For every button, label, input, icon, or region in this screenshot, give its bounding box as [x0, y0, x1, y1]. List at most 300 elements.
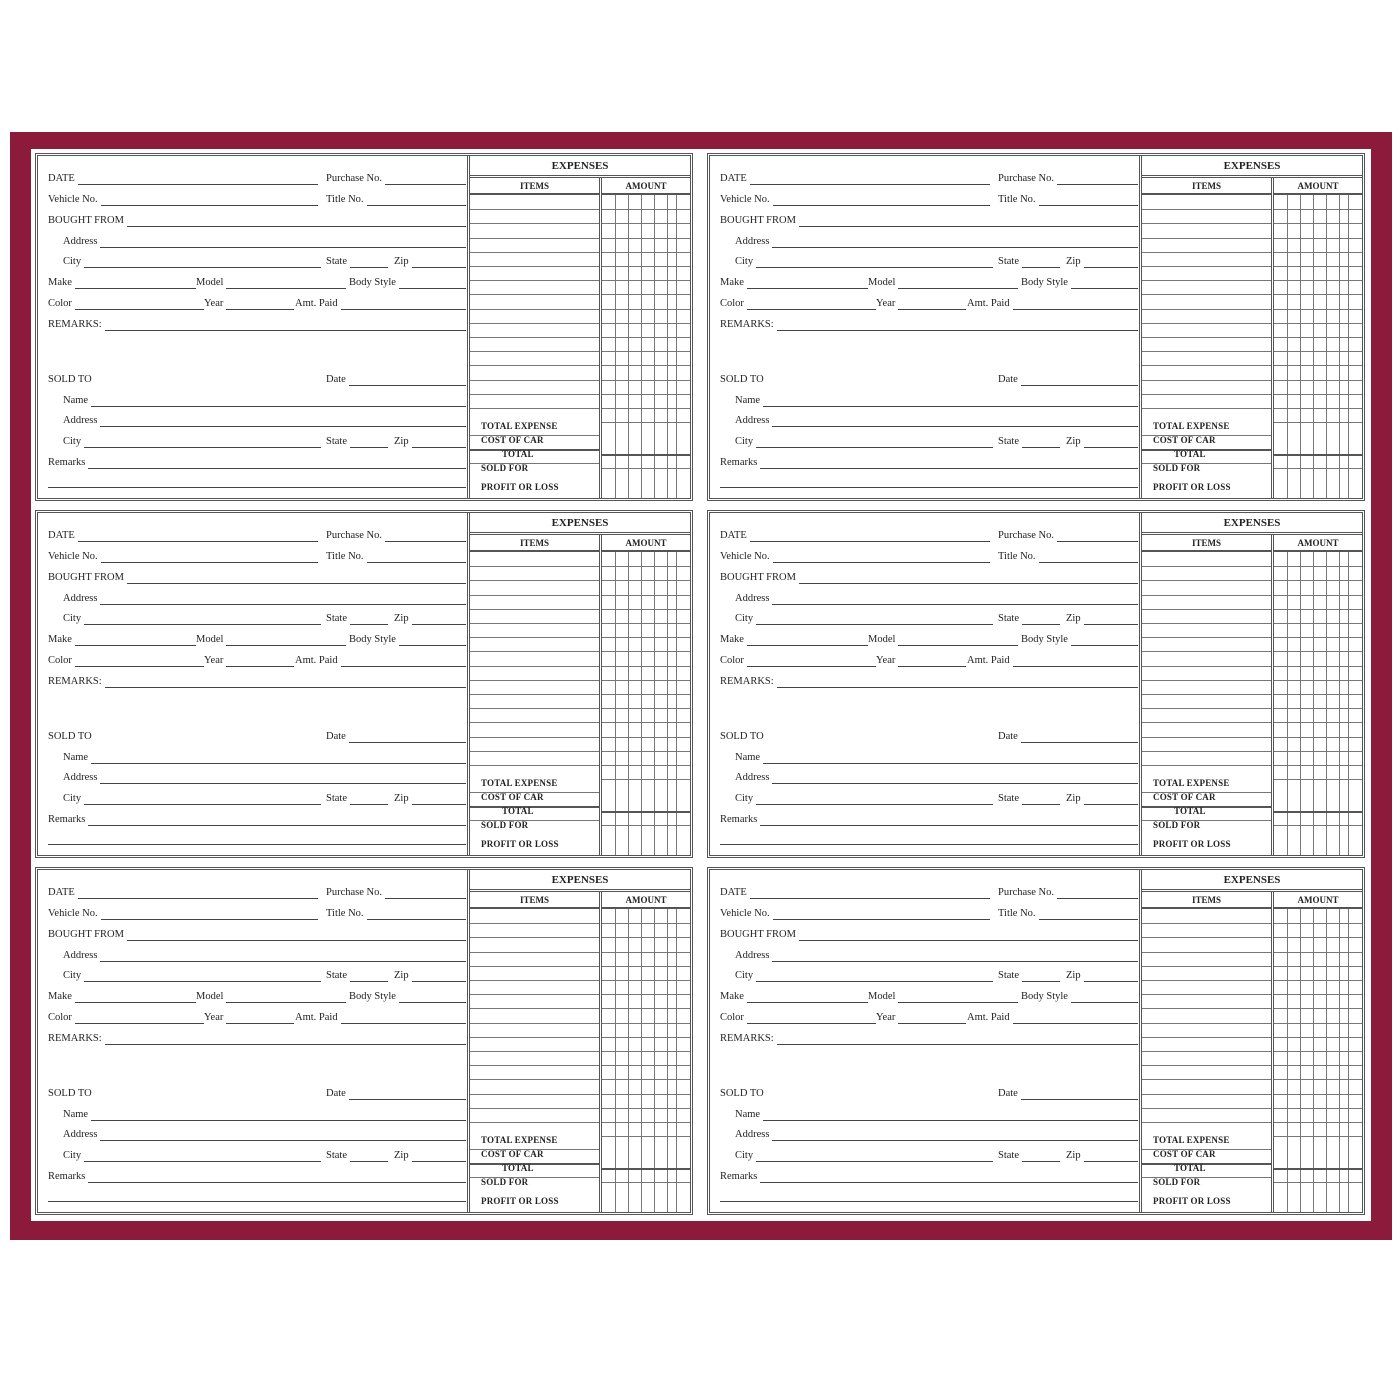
- address-field[interactable]: [63, 593, 466, 605]
- amount-grid-line: [602, 708, 690, 709]
- remarks-field[interactable]: [48, 814, 466, 826]
- model-field[interactable]: [196, 277, 346, 289]
- remarks-upper-field[interactable]: [720, 1033, 1138, 1045]
- items-grid-line: [470, 309, 599, 310]
- amount-grid-line: [1274, 238, 1362, 239]
- body-style-field[interactable]: [349, 634, 466, 646]
- name-field[interactable]: [63, 752, 466, 764]
- bought-from-field[interactable]: [720, 929, 1138, 941]
- city-field[interactable]: [735, 613, 993, 625]
- remarks-extra-line[interactable]: [48, 487, 466, 488]
- state-field[interactable]: [998, 256, 1060, 268]
- amt-paid-label: Amt. Paid: [295, 1012, 338, 1023]
- bought-from-field[interactable]: [720, 215, 1138, 227]
- expenses-title: EXPENSES: [1142, 513, 1362, 535]
- make-field[interactable]: [720, 634, 868, 646]
- burgundy-frame: [10, 132, 1392, 1240]
- amount-grid-line: [1274, 694, 1362, 695]
- state-field[interactable]: [998, 970, 1060, 982]
- year-field[interactable]: [204, 1012, 294, 1024]
- purchase-no-field[interactable]: [998, 530, 1138, 542]
- amount-digit-divider: [1348, 552, 1349, 855]
- items-grid-line: [1142, 380, 1271, 381]
- items-grid-line: [470, 1051, 599, 1052]
- zip-field[interactable]: [1066, 970, 1138, 982]
- date-field[interactable]: [720, 887, 990, 899]
- state-label: State: [998, 613, 1019, 624]
- amount-grid-line: [602, 1008, 690, 1009]
- remarks-field[interactable]: [48, 457, 466, 469]
- color-field[interactable]: [48, 655, 204, 667]
- model-field[interactable]: [868, 991, 1018, 1003]
- amount-digit-divider: [1339, 909, 1340, 1212]
- amount-digit-divider: [676, 909, 677, 1212]
- purchase-no-label: Purchase No.: [998, 173, 1054, 184]
- items-column[interactable]: [470, 552, 599, 855]
- sold-address-field[interactable]: [735, 415, 1138, 427]
- expenses-section: [1142, 156, 1362, 498]
- cost-of-car-label: COST OF CAR: [481, 435, 544, 445]
- body-style-field[interactable]: [1021, 991, 1138, 1003]
- sold-city-field[interactable]: [63, 1150, 321, 1162]
- remarks-extra-line[interactable]: [720, 844, 1138, 845]
- sold-for-label: SOLD FOR: [1153, 463, 1201, 473]
- date-field[interactable]: [720, 530, 990, 542]
- amount-digit-divider: [1287, 552, 1288, 855]
- name-label: Name: [63, 752, 89, 763]
- amount-grid-line: [602, 952, 690, 953]
- city-field[interactable]: [63, 970, 321, 982]
- sold-address-field[interactable]: [63, 1129, 466, 1141]
- remarks-upper-field[interactable]: [720, 676, 1138, 688]
- city-field[interactable]: [735, 970, 993, 982]
- amount-column[interactable]: [599, 892, 690, 1212]
- date-field[interactable]: [48, 530, 318, 542]
- sold-zip-field[interactable]: [394, 793, 466, 805]
- amount-grid-line: [1274, 351, 1362, 352]
- remarks-upper-label: REMARKS:: [48, 1033, 102, 1044]
- amount-grid-line: [1274, 380, 1362, 381]
- sold-to-label: SOLD TO: [720, 1088, 764, 1099]
- amount-digit-divider: [667, 552, 668, 855]
- sold-zip-field[interactable]: [1066, 1150, 1138, 1162]
- amount-grid-line: [602, 937, 690, 938]
- amount-grid-line: [602, 994, 690, 995]
- date-label: DATE: [48, 530, 75, 541]
- state-field[interactable]: [326, 970, 388, 982]
- items-grid-line: [1142, 323, 1271, 324]
- amount-summary-line: [1274, 1182, 1362, 1183]
- summary-line: [470, 806, 599, 808]
- amount-grid-line: [1274, 1094, 1362, 1095]
- address-label: Address: [63, 593, 98, 604]
- vehicle-no-field[interactable]: [48, 908, 318, 920]
- items-grid-line: [1142, 294, 1271, 295]
- name-field[interactable]: [63, 1109, 466, 1121]
- items-grid-line: [470, 722, 599, 723]
- sold-address-label: Address: [63, 415, 98, 426]
- sold-zip-field[interactable]: [1066, 793, 1138, 805]
- sold-address-field[interactable]: [63, 772, 466, 784]
- sold-city-label: City: [735, 436, 754, 447]
- model-field[interactable]: [868, 634, 1018, 646]
- color-label: Color: [720, 298, 744, 309]
- summary-line: [470, 449, 599, 451]
- city-label: City: [63, 970, 82, 981]
- remarks-field[interactable]: [720, 457, 1138, 469]
- body-style-label: Body Style: [349, 277, 396, 288]
- sold-zip-label: Zip: [394, 436, 409, 447]
- remarks-label: Remarks: [48, 457, 86, 468]
- items-grid-line: [1142, 1108, 1271, 1109]
- model-field[interactable]: [868, 277, 1018, 289]
- total-expense-label: TOTAL EXPENSE: [1153, 778, 1230, 788]
- amount-grid-line: [602, 351, 690, 352]
- items-grid-line: [470, 1037, 599, 1038]
- remarks-field[interactable]: [720, 814, 1138, 826]
- sold-zip-label: Zip: [394, 793, 409, 804]
- city-field[interactable]: [63, 613, 321, 625]
- address-field[interactable]: [735, 593, 1138, 605]
- make-field[interactable]: [48, 277, 196, 289]
- items-grid-line: [470, 252, 599, 253]
- amount-column[interactable]: [1271, 535, 1362, 855]
- amount-grid-line: [1274, 223, 1362, 224]
- sold-address-field[interactable]: [63, 415, 466, 427]
- zip-field[interactable]: [1066, 256, 1138, 268]
- amount-digit-divider: [1339, 195, 1340, 498]
- amt-paid-label: Amt. Paid: [967, 655, 1010, 666]
- year-field[interactable]: [204, 655, 294, 667]
- make-label: Make: [720, 634, 744, 645]
- amt-paid-field[interactable]: [967, 298, 1138, 310]
- vehicle-no-field[interactable]: [48, 194, 318, 206]
- expenses-section: [470, 156, 690, 498]
- sold-zip-field[interactable]: [1066, 436, 1138, 448]
- bought-from-field[interactable]: [48, 572, 466, 584]
- items-column[interactable]: [1142, 909, 1271, 1212]
- make-field[interactable]: [48, 991, 196, 1003]
- items-grid-line: [470, 566, 599, 567]
- amount-digit-divider: [667, 195, 668, 498]
- amount-grid-line: [602, 380, 690, 381]
- items-header: ITEMS: [1142, 535, 1271, 552]
- date-field[interactable]: [48, 887, 318, 899]
- items-column[interactable]: [470, 195, 599, 498]
- sold-address-label: Address: [63, 772, 98, 783]
- sold-date-field[interactable]: [998, 1088, 1138, 1100]
- body-style-field[interactable]: [349, 991, 466, 1003]
- year-field[interactable]: [204, 298, 294, 310]
- amount-grid-line: [1274, 566, 1362, 567]
- sold-city-field[interactable]: [63, 436, 321, 448]
- amount-grid-line: [1274, 595, 1362, 596]
- year-field[interactable]: [876, 1012, 966, 1024]
- purchase-no-field[interactable]: [998, 173, 1138, 185]
- remarks-label: Remarks: [48, 1171, 86, 1182]
- amount-grid-line: [1274, 580, 1362, 581]
- state-label: State: [326, 256, 347, 267]
- bought-from-label: BOUGHT FROM: [720, 572, 796, 583]
- items-grid-line: [470, 765, 599, 766]
- total-label: TOTAL: [1174, 806, 1206, 816]
- sold-state-field[interactable]: [326, 436, 388, 448]
- sold-state-field[interactable]: [998, 436, 1060, 448]
- bought-from-field[interactable]: [48, 929, 466, 941]
- body-style-field[interactable]: [1021, 277, 1138, 289]
- amt-paid-field[interactable]: [295, 298, 466, 310]
- remarks-extra-line[interactable]: [720, 487, 1138, 488]
- items-column[interactable]: [470, 909, 599, 1212]
- city-label: City: [63, 256, 82, 267]
- sold-state-field[interactable]: [326, 793, 388, 805]
- name-field[interactable]: [735, 395, 1138, 407]
- items-grid-line: [470, 266, 599, 267]
- name-field[interactable]: [63, 395, 466, 407]
- amount-grid-line: [1274, 422, 1362, 423]
- purchase-no-field[interactable]: [326, 173, 466, 185]
- make-field[interactable]: [48, 634, 196, 646]
- vehicle-no-field[interactable]: [48, 551, 318, 563]
- amount-grid-line: [1274, 765, 1362, 766]
- amount-grid-line: [1274, 1136, 1362, 1137]
- color-field[interactable]: [720, 655, 876, 667]
- items-grid-line: [1142, 408, 1271, 409]
- items-grid-line: [470, 323, 599, 324]
- amount-grid-line: [602, 737, 690, 738]
- sold-city-field[interactable]: [63, 793, 321, 805]
- name-label: Name: [735, 1109, 761, 1120]
- title-no-field[interactable]: [998, 908, 1138, 920]
- items-column[interactable]: [1142, 552, 1271, 855]
- model-field[interactable]: [196, 991, 346, 1003]
- amount-grid-line: [1274, 1008, 1362, 1009]
- items-grid-line: [470, 708, 599, 709]
- amount-digit-divider: [641, 909, 642, 1212]
- sold-state-label: State: [326, 1150, 347, 1161]
- purchase-no-field[interactable]: [326, 530, 466, 542]
- body-style-label: Body Style: [1021, 991, 1068, 1002]
- amount-summary-line: [602, 1182, 690, 1183]
- zip-field[interactable]: [394, 256, 466, 268]
- sold-date-field[interactable]: [326, 374, 466, 386]
- year-field[interactable]: [876, 655, 966, 667]
- make-field[interactable]: [720, 991, 868, 1003]
- amount-digit-divider: [628, 195, 629, 498]
- sold-address-field[interactable]: [735, 772, 1138, 784]
- color-field[interactable]: [720, 298, 876, 310]
- color-label: Color: [48, 1012, 72, 1023]
- form-sheet: [31, 149, 1371, 1221]
- vehicle-no-label: Vehicle No.: [720, 908, 770, 919]
- sold-zip-field[interactable]: [394, 1150, 466, 1162]
- amount-column[interactable]: [1271, 892, 1362, 1212]
- amount-column[interactable]: [599, 535, 690, 855]
- amount-grid-line: [1274, 923, 1362, 924]
- items-grid-line: [1142, 952, 1271, 953]
- remarks-extra-line[interactable]: [48, 1201, 466, 1202]
- sold-zip-label: Zip: [1066, 1150, 1081, 1161]
- remarks-upper-field[interactable]: [48, 676, 466, 688]
- amount-summary-line: [602, 811, 690, 813]
- vehicle-no-field[interactable]: [720, 551, 990, 563]
- amount-grid-line: [602, 722, 690, 723]
- zip-label: Zip: [1066, 970, 1081, 981]
- sold-zip-label: Zip: [394, 1150, 409, 1161]
- amt-paid-field[interactable]: [967, 655, 1138, 667]
- profit-or-loss-label: PROFIT OR LOSS: [481, 482, 559, 492]
- items-grid-line: [1142, 1037, 1271, 1038]
- sold-state-field[interactable]: [998, 793, 1060, 805]
- model-field[interactable]: [196, 634, 346, 646]
- body-style-field[interactable]: [349, 277, 466, 289]
- purchase-no-label: Purchase No.: [326, 887, 382, 898]
- sold-city-field[interactable]: [735, 436, 993, 448]
- title-no-field[interactable]: [326, 908, 466, 920]
- items-grid-line: [470, 238, 599, 239]
- title-no-field[interactable]: [998, 551, 1138, 563]
- sold-date-field[interactable]: [326, 731, 466, 743]
- total-label: TOTAL: [1174, 449, 1206, 459]
- amount-digit-divider: [1339, 552, 1340, 855]
- amount-grid-line: [1274, 337, 1362, 338]
- bought-from-field[interactable]: [720, 572, 1138, 584]
- name-field[interactable]: [735, 752, 1138, 764]
- remarks-extra-line[interactable]: [48, 844, 466, 845]
- items-grid-line: [1142, 1122, 1271, 1123]
- bought-from-field[interactable]: [48, 215, 466, 227]
- items-grid-line: [470, 637, 599, 638]
- title-no-field[interactable]: [998, 194, 1138, 206]
- sold-for-label: SOLD FOR: [481, 463, 529, 473]
- purchase-no-field[interactable]: [326, 887, 466, 899]
- name-field[interactable]: [735, 1109, 1138, 1121]
- sold-to-label-row: [48, 731, 288, 743]
- amount-grid-line: [1274, 751, 1362, 752]
- title-no-label: Title No.: [326, 551, 364, 562]
- amount-grid-line: [1274, 1051, 1362, 1052]
- vehicle-no-field[interactable]: [720, 194, 990, 206]
- address-label: Address: [63, 950, 98, 961]
- remarks-upper-field[interactable]: [48, 1033, 466, 1045]
- items-grid-line: [1142, 1079, 1271, 1080]
- amount-column[interactable]: [599, 178, 690, 498]
- address-label: Address: [735, 236, 770, 247]
- cost-of-car-label: COST OF CAR: [1153, 1149, 1216, 1159]
- state-field[interactable]: [326, 256, 388, 268]
- amount-grid-line: [602, 1065, 690, 1066]
- items-column[interactable]: [1142, 195, 1271, 498]
- sold-to-label: SOLD TO: [48, 374, 92, 385]
- amt-paid-field[interactable]: [295, 1012, 466, 1024]
- sold-city-field[interactable]: [735, 1150, 993, 1162]
- make-field[interactable]: [720, 277, 868, 289]
- make-label: Make: [48, 991, 72, 1002]
- expenses-title: EXPENSES: [1142, 156, 1362, 178]
- name-label: Name: [735, 395, 761, 406]
- date-field[interactable]: [48, 173, 318, 185]
- zip-field[interactable]: [394, 613, 466, 625]
- sold-city-label: City: [735, 1150, 754, 1161]
- sold-date-label: Date: [326, 731, 346, 742]
- color-field[interactable]: [720, 1012, 876, 1024]
- amount-grid-line: [602, 238, 690, 239]
- zip-field[interactable]: [1066, 613, 1138, 625]
- amount-column[interactable]: [1271, 178, 1362, 498]
- date-field[interactable]: [720, 173, 990, 185]
- city-field[interactable]: [63, 256, 321, 268]
- sold-state-field[interactable]: [998, 1150, 1060, 1162]
- remarks-field[interactable]: [720, 1171, 1138, 1183]
- state-field[interactable]: [326, 613, 388, 625]
- address-field[interactable]: [735, 236, 1138, 248]
- amount-digit-divider: [676, 195, 677, 498]
- sold-address-field[interactable]: [735, 1129, 1138, 1141]
- amount-grid-line: [602, 1037, 690, 1038]
- remarks-upper-field[interactable]: [720, 319, 1138, 331]
- remarks-upper-field[interactable]: [48, 319, 466, 331]
- amount-header: AMOUNT: [602, 892, 690, 909]
- address-field[interactable]: [63, 236, 466, 248]
- address-field[interactable]: [63, 950, 466, 962]
- sold-city-field[interactable]: [735, 793, 993, 805]
- amt-paid-field[interactable]: [967, 1012, 1138, 1024]
- sold-date-field[interactable]: [998, 374, 1138, 386]
- remarks-upper-label: REMARKS:: [48, 676, 102, 687]
- color-field[interactable]: [48, 298, 204, 310]
- remarks-field[interactable]: [48, 1171, 466, 1183]
- amount-digit-divider: [615, 552, 616, 855]
- total-expense-label: TOTAL EXPENSE: [1153, 1135, 1230, 1145]
- year-field[interactable]: [876, 298, 966, 310]
- year-label: Year: [876, 1012, 896, 1023]
- cost-of-car-label: COST OF CAR: [481, 792, 544, 802]
- body-style-field[interactable]: [1021, 634, 1138, 646]
- amt-paid-field[interactable]: [295, 655, 466, 667]
- sold-date-field[interactable]: [326, 1088, 466, 1100]
- state-field[interactable]: [998, 613, 1060, 625]
- zip-field[interactable]: [394, 970, 466, 982]
- items-header: ITEMS: [470, 892, 599, 909]
- model-label: Model: [196, 634, 224, 645]
- state-label: State: [998, 970, 1019, 981]
- sold-date-field[interactable]: [998, 731, 1138, 743]
- city-field[interactable]: [735, 256, 993, 268]
- color-field[interactable]: [48, 1012, 204, 1024]
- amount-summary-line: [602, 468, 690, 469]
- sold-state-field[interactable]: [326, 1150, 388, 1162]
- address-field[interactable]: [735, 950, 1138, 962]
- address-label: Address: [735, 593, 770, 604]
- items-grid-line: [1142, 623, 1271, 624]
- vehicle-no-field[interactable]: [720, 908, 990, 920]
- items-grid-line: [470, 952, 599, 953]
- remarks-extra-line[interactable]: [720, 1201, 1138, 1202]
- state-label: State: [998, 256, 1019, 267]
- amount-digit-divider: [1313, 552, 1314, 855]
- amount-grid-line: [1274, 708, 1362, 709]
- total-label: TOTAL: [502, 806, 534, 816]
- zip-label: Zip: [1066, 613, 1081, 624]
- title-no-field[interactable]: [326, 551, 466, 563]
- profit-or-loss-label: PROFIT OR LOSS: [1153, 482, 1231, 492]
- sold-zip-field[interactable]: [394, 436, 466, 448]
- amount-grid-line: [602, 223, 690, 224]
- purchase-no-field[interactable]: [998, 887, 1138, 899]
- sold-to-label-row: [720, 731, 960, 743]
- title-no-field[interactable]: [326, 194, 466, 206]
- amount-digit-divider: [1326, 552, 1327, 855]
